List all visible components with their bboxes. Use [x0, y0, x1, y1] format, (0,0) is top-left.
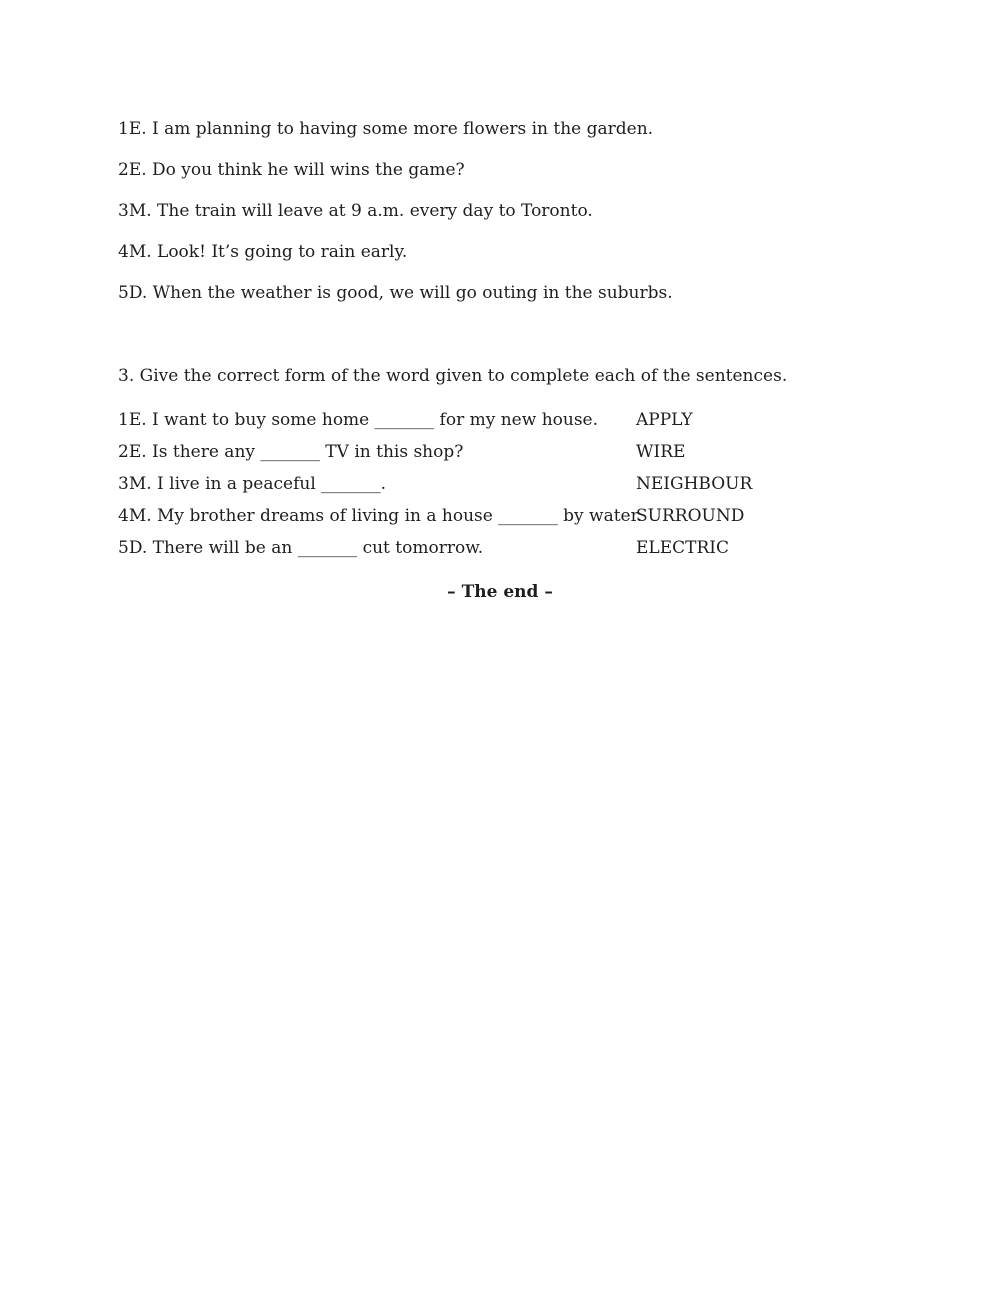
word-form-item-4: [118, 505, 798, 527]
word-form-item-3: [118, 473, 798, 495]
word-form-item-2: [118, 441, 798, 463]
the-end-label: – The end –: [447, 582, 553, 602]
word-form-sentence: 1E. I want to buy some home _______ for my new house.: [118, 410, 599, 430]
error-sentence-2: 2E. Do you think he will wins the game?: [118, 160, 465, 180]
error-sentence-4: 4M. Look! It’s going to rain early.: [118, 242, 408, 262]
word-form-root: ELECTRIC: [636, 538, 729, 558]
word-form-root: SURROUND: [636, 506, 745, 526]
word-form-sentence: 5D. There will be an _______ cut tomorrow.: [118, 538, 484, 558]
section-3-heading: 3. Give the correct form of the word given to complete each of the sentences.: [118, 366, 788, 386]
error-sentence-5: 5D. When the weather is good, we will go outing in the suburbs.: [118, 283, 673, 303]
word-form-root: APPLY: [636, 410, 693, 430]
word-form-sentence: 2E. Is there any _______ TV in this shop?: [118, 442, 464, 462]
word-form-sentence: 4M. My brother dreams of living in a house _______ by water.: [118, 506, 643, 526]
error-sentence-3: 3M. The train will leave at 9 a.m. every day to Toronto.: [118, 201, 593, 221]
word-form-root: WIRE: [636, 442, 686, 462]
error-sentence-1: 1E. I am planning to having some more flowers in the garden.: [118, 119, 654, 139]
word-form-item-1: [118, 409, 798, 431]
word-form-sentence: 3M. I live in a peaceful _______.: [118, 474, 387, 494]
word-form-root: NEIGHBOUR: [636, 474, 753, 494]
word-form-item-5: [118, 537, 798, 559]
